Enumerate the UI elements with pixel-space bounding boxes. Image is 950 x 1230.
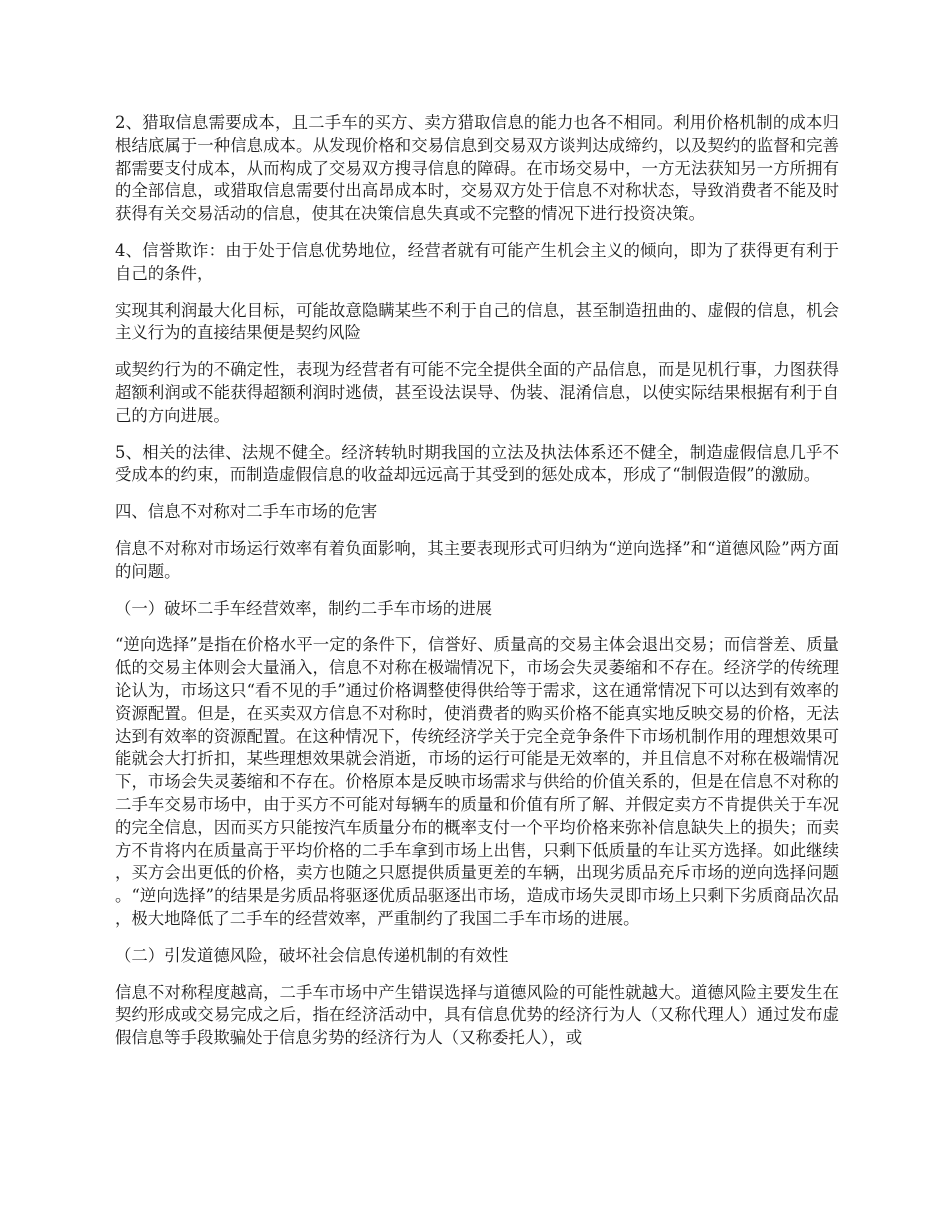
paragraph-contract-uncertainty: 或契约行为的不确定性，表现为经营者有可能不完全提供全面的产品信息，而是见机行事，力图获得超额利润或不能获得超额利润时逃债，甚至设法误导、伪装、混淆信息，以使实际结果根据有利于自己的方向进展。 <box>115 360 839 425</box>
paragraph-profit-maximization: 实现其利润最大化目标，可能故意隐瞒某些不利于自己的信息，甚至制造扭曲的、虚假的信息，机会主义行为的直接结果便是契约风险 <box>115 300 839 343</box>
paragraph-credit-fraud: 4、信誉欺诈：由于处于信息优势地位，经营者就有可能产生机会主义的倾向，即为了获得更有利于自己的条件， <box>115 240 839 283</box>
paragraph-search-cost: 2、猎取信息需要成本，且二手车的买方、卖方猎取信息的能力也各不相同。利用价格机制的成本归根结底属于一种信息成本。从发现价格和交易信息到交易双方谈判达成缔约，以及契约的监督和完善都需要支付成本，从而构成了交易双方搜寻信息的障碍。在市场交易中，一方无法获知另一方所拥有的全部信息，或猎取信息需要付出高昂成本时，交易双方处于信息不对称状态，导致消费者不能及时获得有关交易活动的信息，使其在决策信息失真或不完整的情况下进行投资决策。 <box>115 113 839 224</box>
paragraph-negative-impact: 信息不对称对市场运行效率有着负面影响，其主要表现形式可归纳为“逆向选择”和“道德风险”两方面的问题。 <box>115 538 839 581</box>
paragraph-adverse-selection: “逆向选择”是指在价格水平一定的条件下，信誉好、质量高的交易主体会退出交易；而信誉差、质量低的交易主体则会大量涌入，信息不对称在极端情况下，市场会失灵萎缩和不存在。经济学的传统理论认为，市场这只“看不见的手”通过价格调整使得供给等于需求，这在通常情况下可以达到有效率的资源配置。但是，在买卖双方信息不对称时，使消费者的购买价格不能真实地反映交易的价格，无法达到有效率的资源配置。在这种情况下，传统经济学关于完全竞争条件下市场机制作用的理想效果可能就会大打折扣，某些理想效果就会消逝，市场的运行可能是无效率的，并且信息不对称在极端情况下，市场会失灵萎缩和不存在。价格原本是反映市场需求与供给的价值关系的，但是在信息不对称的二手车交易市场中，由于买方不可能对每辆车的质量和价值有所了解、并假定卖方不肯提供关于车况的完全信息，因而买方只能按汽车质量分布的概率支付一个平均价格来弥补信息缺失上的损失；而卖方不肯将内在质量高于平均价格的二手车拿到市场上出售，只剩下低质量的车让买方选择。如此继续，买方会出更低的价格，卖方也随之只愿提供质量更差的车辆，出现劣质品充斥市场的逆向选择问题。“逆向选择”的结果是劣质品将驱逐优质品驱逐出市场，造成市场失灵即市场上只剩下劣质商品次品，极大地降低了二手车的经营效率，严重制约了我国二手车市场的进展。 <box>115 635 839 928</box>
subsection-heading-efficiency: （一）破坏二手车经营效率，制约二手车市场的进展 <box>115 598 492 618</box>
document-page <box>115 112 839 1064</box>
paragraph-moral-hazard: 信息不对称程度越高，二手车市场中产生错误选择与道德风险的可能性就越大。道德风险主要发生在契约形成或交易完成之后，指在经济活动中，具有信息优势的经济行为人（又称代理人）通过发布虚假信息等手段欺骗处于信息劣势的经济行为人（又称委托人），或 <box>115 982 839 1048</box>
section-heading-harms: 四、信息不对称对二手车市场的危害 <box>115 502 378 522</box>
subsection-heading-moral-hazard: （二）引发道德风险，破坏社会信息传递机制的有效性 <box>115 945 509 965</box>
paragraph-laws-regulations: 5、相关的法律、法规不健全。经济转轨时期我国的立法及执法体系还不健全，制造虚假信息几乎不受成本的约束，而制造虚假信息的收益却远远高于其受到的惩处成本，形成了“制假造假”的激励。 <box>115 442 839 485</box>
